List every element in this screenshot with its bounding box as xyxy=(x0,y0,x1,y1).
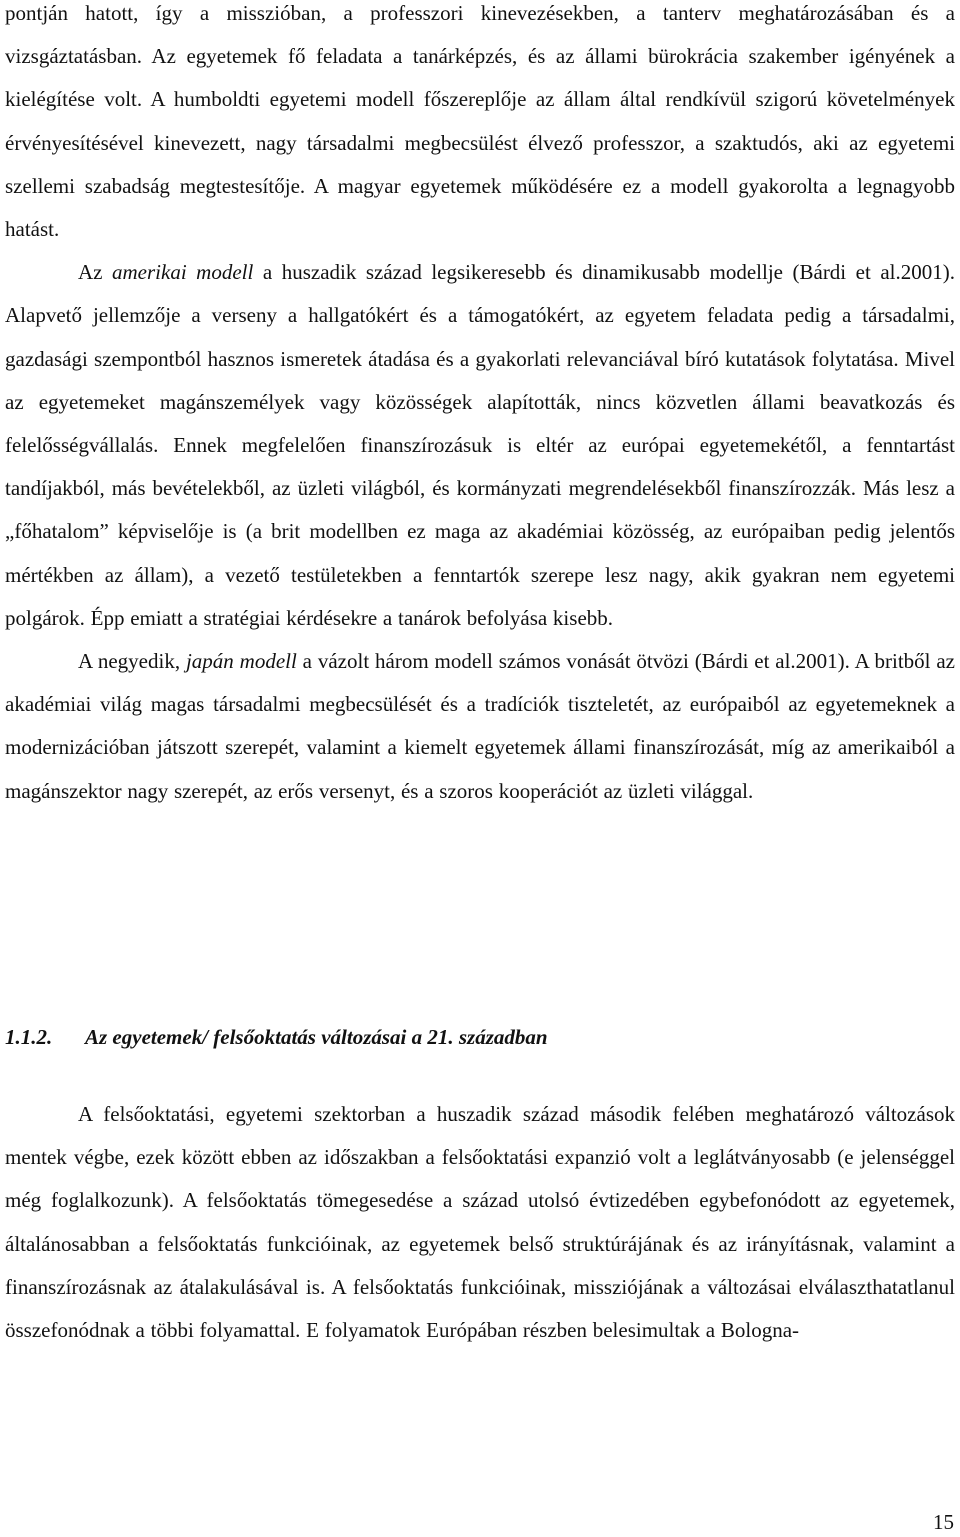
paragraph-american-lead: Az xyxy=(78,260,113,285)
section-number: 1.1.2. xyxy=(5,1025,53,1049)
term-american-model: amerikai modell xyxy=(112,260,254,285)
section-heading xyxy=(5,1017,548,1057)
paragraph-21st-century: A felsőoktatási, egyetemi szektorban a huszadik század második felében meghatározó változások mentek végbe, ezek között ebben az időszakban a felsőoktatási expanzió volt a leglátványosabb (e jelenséggel még foglalkozunk). A felsőoktatás tömegesedése a század utolsó évtizedében egybefonódott az egyetemek, általánosabban a felsőoktatás funkcióinak, az egyetemek belső struktúrájának és az irányításnak, valamint a finanszírozásnak az átalakulásával is. A felsőoktatás funkcióinak, missziójának a változásai elválaszthatatlanul összefonódnak a többi folyamattal. E folyamatok Európában részben belesimultak a Bologna- xyxy=(5,1102,955,1343)
paragraph-humboldt: pontján hatott, így a misszióban, a professzori kinevezésekben, a tanterv meghatározásában és a vizsgáztatásban. Az egyetemek fő feladata a tanárképzés, és az állami bürokrácia szakember igényének a kielégítése volt. A humboldti egyetemi modell főszereplője az állam által rendkívül szigorú követelmények érvényesítésével kinevezett, nagy társadalmi megbecsülést élvező professzor, a szaktudós, aki az egyetemi szellemi szabadság megtestesítője. A magyar egyetemek működésére ez a modell gyakorolta a legnagyobb hatást. xyxy=(5,1,955,242)
section-title: Az egyetemek/ felsőoktatás változásai a 21. században xyxy=(85,1025,548,1049)
term-japanese-model: japán modell xyxy=(185,649,297,674)
paragraph-japanese-lead: A negyedik, xyxy=(78,649,186,674)
paragraph-japanese-model xyxy=(5,640,955,813)
document-page xyxy=(5,0,955,813)
paragraph-american-body: a huszadik század legsikeresebb és dinamikusabb modellje (Bárdi et al.2001). Alapvető jellemzője a verseny a hallgatókért és a támogatókért, az egyetem feladata pedig a társadalmi, gazdasági szempontból hasznos ismeretek átadása és a gyakorlati relevanciával bíró kutatások folytatása. Mivel az egyetemeket magánszemélyek vagy közösségek alapították, nincs közvetlen állami beavatkozás és felelősségvállalás. Ennek megfelelően finanszírozásuk is eltér az európai egyetemekétől, a fenntartást tandíjakból, más bevételekből, az üzleti világból, és kormányzati megrendelésekből finanszírozzák. Más lesz a „főhatalom” képviselője is (a brit modellben ez maga az akadémiai közösség, az európaiban pedig jelentős mértékben az állam), a vezető testületekben a fenntartók szerepe lesz nagy, akik gyakran nem egyetemi polgárok. Épp emiatt a stratégiai kérdésekre a tanárok befolyása kisebb. xyxy=(5,260,955,630)
page-number: 15 xyxy=(933,1510,954,1534)
paragraph-japanese-body: a vázolt három modell számos vonását ötvözi (Bárdi et al.2001). A britből az akadémiai világ magas társadalmi megbecsülését és a tradíciók tiszteletét, az európaiból az egyetemeknek a modernizációban játszott szerepét, valamint a kiemelt egyetemek állami finanszírozását, míg az amerikaiból a magánszektor nagy szerepét, az erős versenyt, és a szoros kooperációt az üzleti világgal. xyxy=(5,649,955,803)
paragraph-american-model xyxy=(5,251,955,640)
